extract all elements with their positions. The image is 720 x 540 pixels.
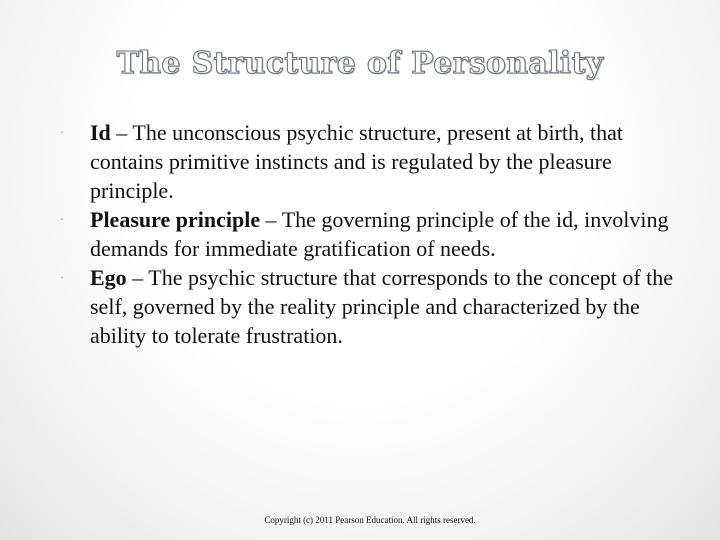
bullet-icon: · [60, 125, 64, 139]
definition-pleasure-principle: – The governing principle of the id, involving demands for immediate gratification of needs. [90, 207, 669, 261]
bullet-icon: · [60, 270, 64, 284]
term-ego: Ego [90, 265, 127, 290]
slide-title: The Structure of Personality [116, 46, 604, 81]
definition-ego: – The psychic structure that corresponds to the concept of the self, governed by the reality principle and characterized by the ability to tolerate frustration. [90, 265, 674, 348]
bullet-list [60, 118, 680, 350]
term-id: Id [90, 120, 111, 145]
definition-id: – The unconscious psychic structure, present at birth, that contains primitive instincts and is regulated by the pleasure principle. [90, 120, 623, 203]
term-pleasure-principle: Pleasure principle [90, 207, 261, 232]
copyright-footer: Copyright (c) 2011 Pearson Education. All rights reserved. [264, 515, 476, 525]
bullet-item-pleasure-principle [60, 205, 680, 263]
bullet-item-ego [60, 263, 680, 350]
bullet-icon: · [60, 212, 64, 226]
bullet-item-id [60, 118, 680, 205]
